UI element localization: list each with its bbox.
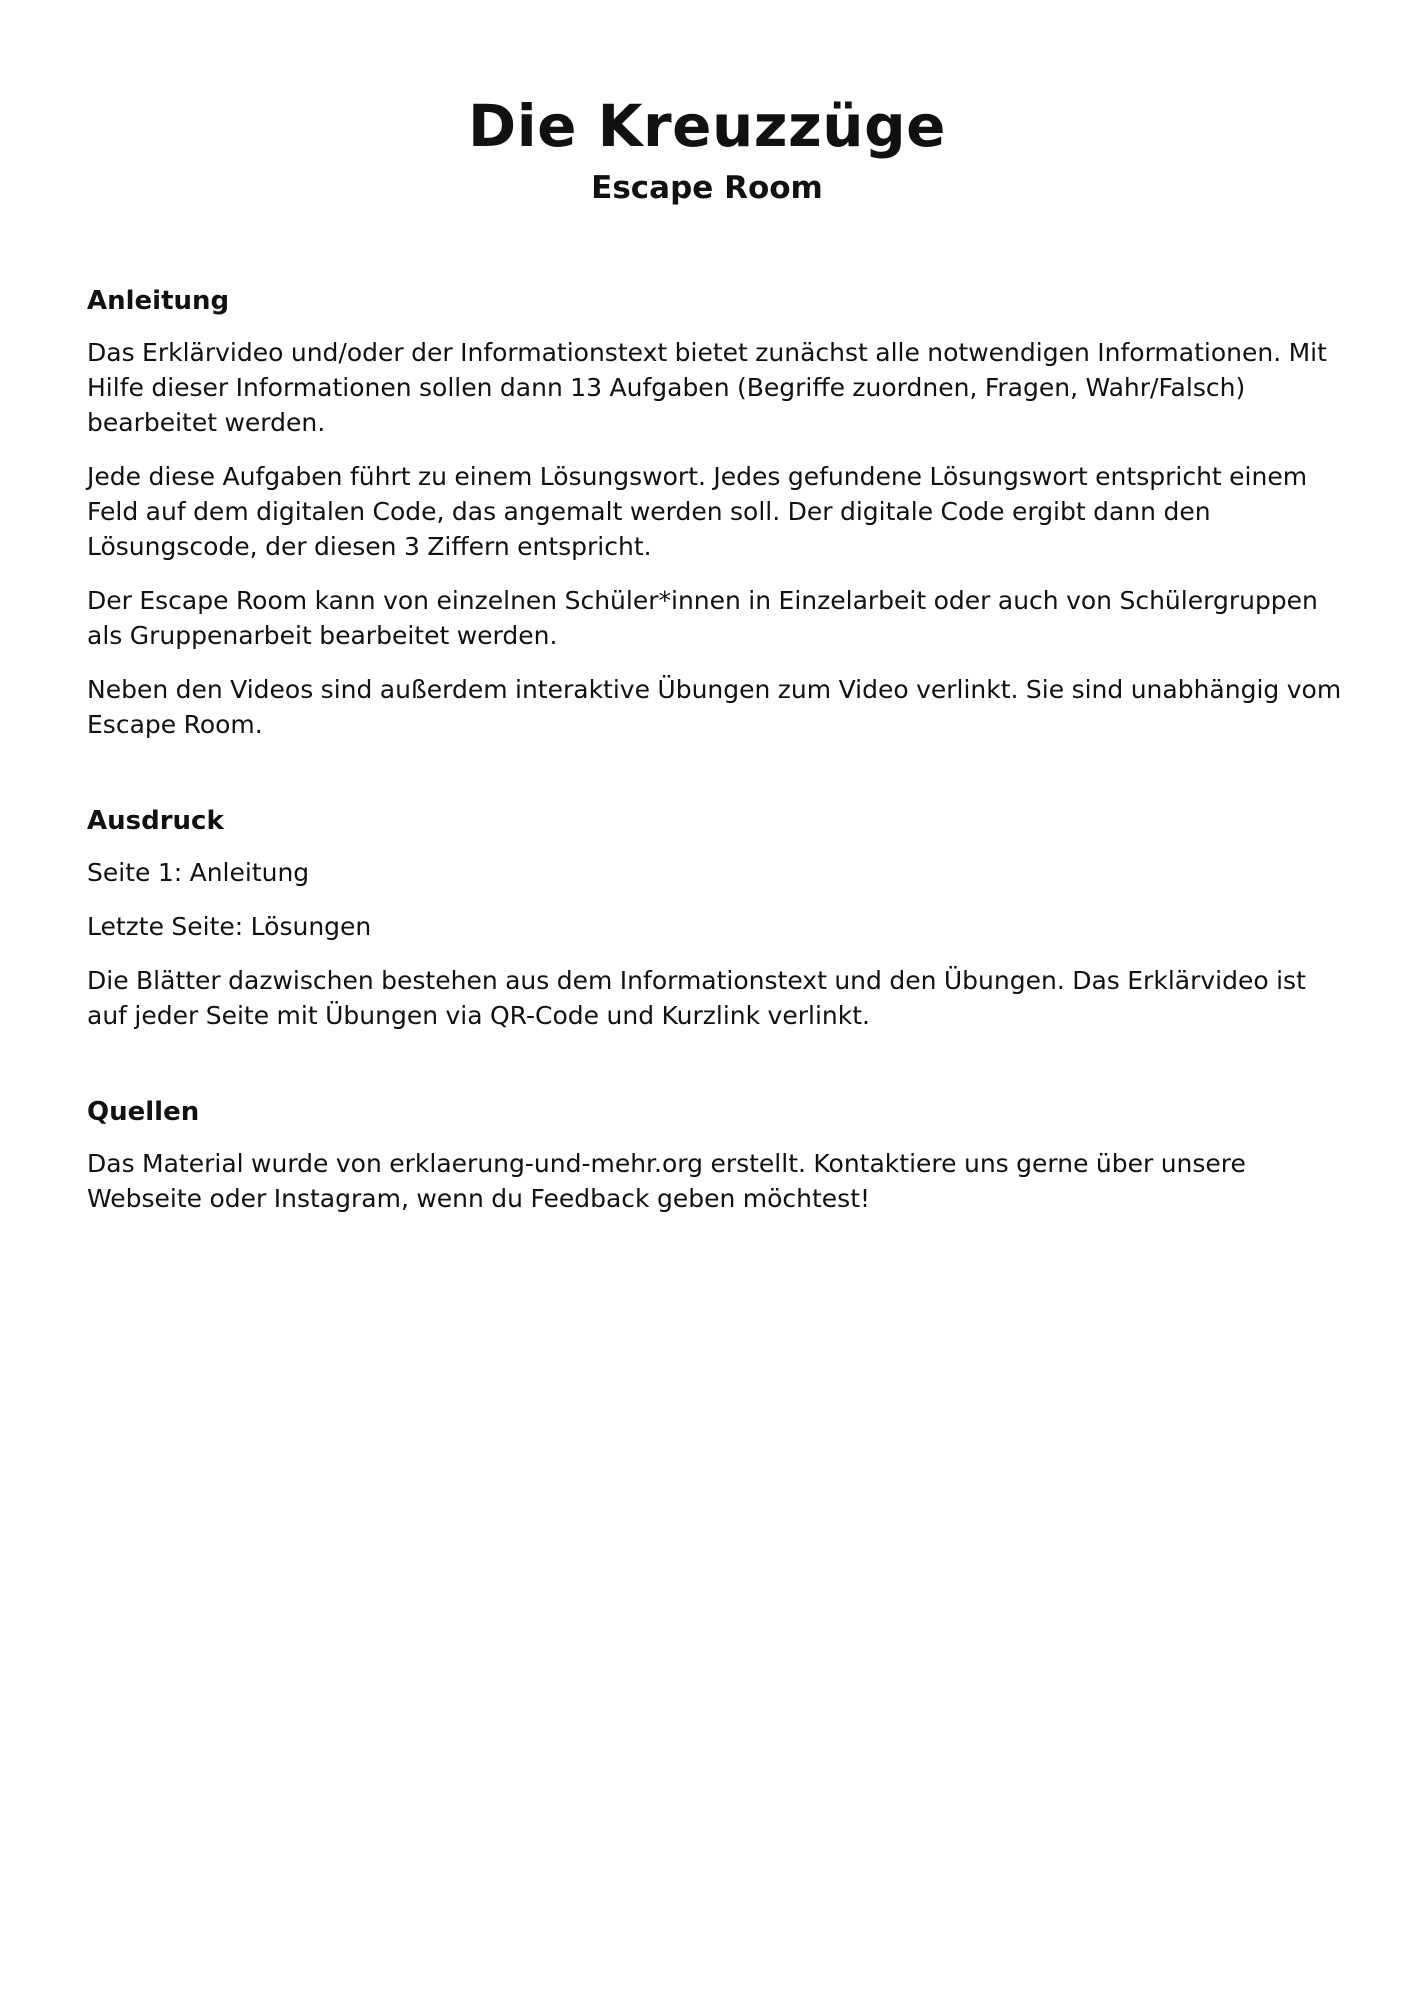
paragraph: Jede diese Aufgaben führt zu einem Lösungswort. Jedes gefundene Lösungswort entspricht einem Feld auf dem digitalen Code, das angemalt werden soll. Der digitale Code ergibt dann den Lösungscode, der diesen 3 Ziffern entspricht. (87, 462, 1308, 561)
section-ausdruck (87, 804, 1352, 1033)
paragraph: Seite 1: Anleitung (87, 858, 310, 887)
page-subtitle: Escape Room (591, 170, 823, 206)
section-quellen (87, 1095, 1352, 1216)
paragraph: Neben den Videos sind außerdem interaktive Übungen zum Video verlinkt. Sie sind unabhängig vom Escape Room. (87, 675, 1342, 739)
paragraph: Das Material wurde von erklaerung-und-mehr.org erstellt. Kontaktiere uns gerne über unsere Webseite oder Instagram, wenn du Feedback geben möchtest! (87, 1149, 1246, 1213)
paragraph: Die Blätter dazwischen bestehen aus dem Informationstext und den Übungen. Das Erklärvideo ist auf jeder Seite mit Übungen via QR-Code und Kurzlink verlinkt. (87, 966, 1306, 1030)
paragraph: Letzte Seite: Lösungen (87, 912, 372, 941)
page-title: Die Kreuzzüge (468, 92, 946, 160)
section-heading: Ausdruck (87, 806, 224, 836)
section-heading: Anleitung (87, 286, 230, 316)
section-anleitung (87, 284, 1352, 742)
section-heading: Quellen (87, 1097, 200, 1127)
document-body (87, 284, 1352, 1235)
paragraph: Das Erklärvideo und/oder der Informationstext bietet zunächst alle notwendigen Informationen. Mit Hilfe dieser Informationen sollen dann 13 Aufgaben (Begriffe zuordnen, Fragen, Wahr/Falsch) bearbeitet werden. (87, 338, 1327, 437)
paragraph: Der Escape Room kann von einzelnen Schüler*innen in Einzelarbeit oder auch von Schülergruppen als Gruppenarbeit bearbeitet werden. (87, 586, 1318, 650)
